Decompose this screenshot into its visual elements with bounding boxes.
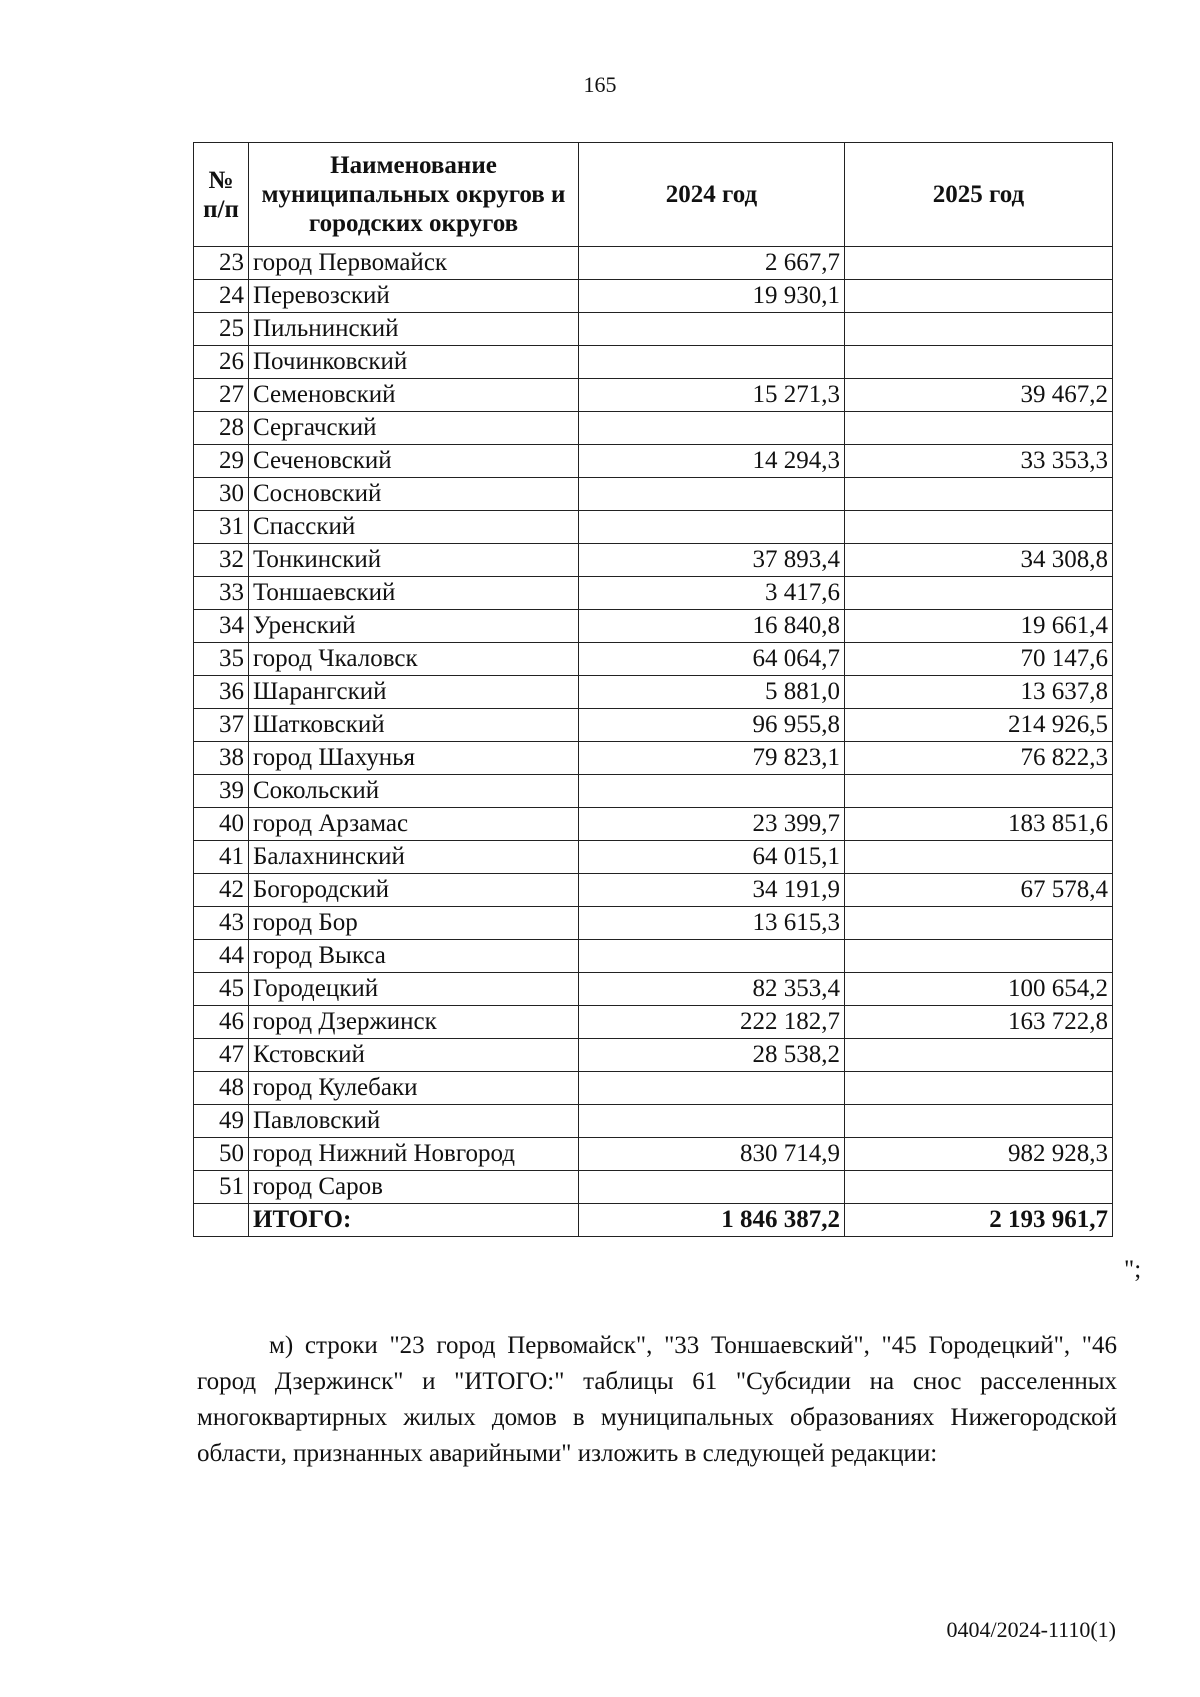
row-num-cell: 34	[194, 610, 249, 643]
row-name-cell: Перевозский	[249, 280, 579, 313]
row-2025-cell: 34 308,8	[845, 544, 1113, 577]
table-row	[194, 247, 1113, 280]
row-2025-cell: 70 147,6	[845, 643, 1113, 676]
row-2024-cell: 64 015,1	[579, 841, 845, 874]
row-num-cell: 51	[194, 1171, 249, 1204]
row-2024-cell: 830 714,9	[579, 1138, 845, 1171]
row-2024-cell: 37 893,4	[579, 544, 845, 577]
row-name-cell: город Шахунья	[249, 742, 579, 775]
row-2024-cell: 3 417,6	[579, 577, 845, 610]
row-num-cell: 49	[194, 1105, 249, 1138]
table-row	[194, 808, 1113, 841]
row-num-cell: 45	[194, 973, 249, 1006]
row-2025-cell	[845, 841, 1113, 874]
row-2025-cell: 183 851,6	[845, 808, 1113, 841]
table-row	[194, 940, 1113, 973]
row-name-cell: город Арзамас	[249, 808, 579, 841]
row-name-cell: Семеновский	[249, 379, 579, 412]
total-2024: 1 846 387,2	[579, 1204, 845, 1237]
row-2024-cell: 64 064,7	[579, 643, 845, 676]
row-num-cell: 48	[194, 1072, 249, 1105]
row-2024-cell: 222 182,7	[579, 1006, 845, 1039]
row-2025-cell	[845, 907, 1113, 940]
row-2025-cell	[845, 280, 1113, 313]
row-2024-cell: 82 353,4	[579, 973, 845, 1006]
row-2024-cell	[579, 775, 845, 808]
row-num-cell: 50	[194, 1138, 249, 1171]
row-2024-cell: 28 538,2	[579, 1039, 845, 1072]
row-2025-cell: 33 353,3	[845, 445, 1113, 478]
row-2025-cell	[845, 346, 1113, 379]
row-name-cell: Уренский	[249, 610, 579, 643]
row-2024-cell	[579, 940, 845, 973]
row-name-cell: Балахнинский	[249, 841, 579, 874]
header-name: Наименование муниципальных округов и городских округов	[249, 143, 579, 247]
table-row	[194, 1072, 1113, 1105]
row-name-cell: город Выкса	[249, 940, 579, 973]
row-num-cell: 23	[194, 247, 249, 280]
row-2025-cell: 39 467,2	[845, 379, 1113, 412]
row-name-cell: Сосновский	[249, 478, 579, 511]
row-2025-cell	[845, 577, 1113, 610]
total-2025: 2 193 961,7	[845, 1204, 1113, 1237]
row-num-cell: 35	[194, 643, 249, 676]
table-row	[194, 1138, 1113, 1171]
row-2024-cell	[579, 313, 845, 346]
table-row	[194, 874, 1113, 907]
row-num-cell: 30	[194, 478, 249, 511]
table-row	[194, 643, 1113, 676]
subsidy-table	[193, 142, 1113, 1237]
table-header-row	[194, 143, 1113, 247]
row-2024-cell: 2 667,7	[579, 247, 845, 280]
table-row	[194, 973, 1113, 1006]
row-num-cell: 40	[194, 808, 249, 841]
row-name-cell: город Кулебаки	[249, 1072, 579, 1105]
table-row	[194, 346, 1113, 379]
row-name-cell: город Бор	[249, 907, 579, 940]
row-2024-cell: 13 615,3	[579, 907, 845, 940]
row-2024-cell: 5 881,0	[579, 676, 845, 709]
row-num-cell: 28	[194, 412, 249, 445]
table-row	[194, 1105, 1113, 1138]
row-2024-cell: 15 271,3	[579, 379, 845, 412]
row-num-cell: 24	[194, 280, 249, 313]
row-num-cell: 37	[194, 709, 249, 742]
row-2025-cell: 13 637,8	[845, 676, 1113, 709]
row-2024-cell: 96 955,8	[579, 709, 845, 742]
row-2025-cell	[845, 1171, 1113, 1204]
row-2025-cell	[845, 1039, 1113, 1072]
row-num-cell: 44	[194, 940, 249, 973]
row-2025-cell	[845, 1105, 1113, 1138]
row-name-cell: Сокольский	[249, 775, 579, 808]
row-2024-cell: 79 823,1	[579, 742, 845, 775]
row-name-cell: Спасский	[249, 511, 579, 544]
row-num-cell: 41	[194, 841, 249, 874]
row-name-cell: город Дзержинск	[249, 1006, 579, 1039]
table-row	[194, 313, 1113, 346]
table-row	[194, 1006, 1113, 1039]
amendment-paragraph	[197, 1328, 1117, 1472]
table-row	[194, 841, 1113, 874]
row-num-cell: 31	[194, 511, 249, 544]
row-2025-cell: 214 926,5	[845, 709, 1113, 742]
table-row	[194, 445, 1113, 478]
row-name-cell: город Саров	[249, 1171, 579, 1204]
row-name-cell: Тонкинский	[249, 544, 579, 577]
row-num-cell: 43	[194, 907, 249, 940]
table-row	[194, 577, 1113, 610]
row-2025-cell	[845, 478, 1113, 511]
row-2025-cell	[845, 511, 1113, 544]
table-row	[194, 544, 1113, 577]
row-2024-cell	[579, 1105, 845, 1138]
row-2024-cell: 14 294,3	[579, 445, 845, 478]
row-2025-cell: 67 578,4	[845, 874, 1113, 907]
row-name-cell: Богородский	[249, 874, 579, 907]
row-name-cell: город Чкаловск	[249, 643, 579, 676]
row-name-cell: Шатковский	[249, 709, 579, 742]
total-num-cell	[194, 1204, 249, 1237]
row-name-cell: Павловский	[249, 1105, 579, 1138]
row-2024-cell	[579, 478, 845, 511]
row-num-cell: 27	[194, 379, 249, 412]
row-num-cell: 32	[194, 544, 249, 577]
row-num-cell: 29	[194, 445, 249, 478]
table-body	[194, 247, 1113, 1204]
row-2025-cell: 19 661,4	[845, 610, 1113, 643]
row-2024-cell	[579, 1171, 845, 1204]
table-row	[194, 1039, 1113, 1072]
row-2024-cell	[579, 346, 845, 379]
document-code: 0404/2024-1110(1)	[946, 1617, 1116, 1642]
table-row	[194, 907, 1113, 940]
row-num-cell: 39	[194, 775, 249, 808]
header-2024: 2024 год	[579, 143, 845, 247]
table-row	[194, 610, 1113, 643]
row-num-cell: 46	[194, 1006, 249, 1039]
row-name-cell: Городецкий	[249, 973, 579, 1006]
table-row	[194, 379, 1113, 412]
row-num-cell: 26	[194, 346, 249, 379]
row-2025-cell	[845, 412, 1113, 445]
table-row	[194, 511, 1113, 544]
row-name-cell: Шарангский	[249, 676, 579, 709]
table-row	[194, 775, 1113, 808]
row-name-cell: город Первомайск	[249, 247, 579, 280]
table-row	[194, 709, 1113, 742]
table-row	[194, 676, 1113, 709]
closing-quote-mark: ";	[1124, 1256, 1142, 1283]
row-2024-cell: 19 930,1	[579, 280, 845, 313]
page-number: 165	[583, 72, 617, 97]
row-2024-cell: 16 840,8	[579, 610, 845, 643]
row-2024-cell	[579, 1072, 845, 1105]
row-2024-cell: 23 399,7	[579, 808, 845, 841]
table-row	[194, 412, 1113, 445]
row-name-cell: Починковский	[249, 346, 579, 379]
row-name-cell: город Нижний Новгород	[249, 1138, 579, 1171]
table-row	[194, 478, 1113, 511]
row-name-cell: Тоншаевский	[249, 577, 579, 610]
row-2024-cell	[579, 511, 845, 544]
table-row	[194, 280, 1113, 313]
row-2024-cell	[579, 412, 845, 445]
row-num-cell: 25	[194, 313, 249, 346]
row-2025-cell	[845, 940, 1113, 973]
row-2025-cell: 76 822,3	[845, 742, 1113, 775]
row-2025-cell: 100 654,2	[845, 973, 1113, 1006]
row-num-cell: 36	[194, 676, 249, 709]
row-num-cell: 47	[194, 1039, 249, 1072]
header-num: № п/п	[194, 143, 249, 247]
table-row	[194, 1171, 1113, 1204]
header-2025: 2025 год	[845, 143, 1113, 247]
total-label: ИТОГО:	[249, 1204, 579, 1237]
total-row	[194, 1204, 1113, 1237]
row-2025-cell	[845, 1072, 1113, 1105]
row-name-cell: Сергачский	[249, 412, 579, 445]
row-num-cell: 33	[194, 577, 249, 610]
row-2025-cell	[845, 313, 1113, 346]
row-2025-cell: 982 928,3	[845, 1138, 1113, 1171]
row-num-cell: 38	[194, 742, 249, 775]
row-num-cell: 42	[194, 874, 249, 907]
table-row	[194, 742, 1113, 775]
row-name-cell: Кстовский	[249, 1039, 579, 1072]
row-2024-cell: 34 191,9	[579, 874, 845, 907]
row-name-cell: Пильнинский	[249, 313, 579, 346]
paragraph-text: м) строки "23 город Первомайск", "33 Тоншаевский", "45 Городецкий", "46 город Дзержинск" и "ИТОГО:" таблицы 61 "Субсидии на снос расселенных многоквартирных жилых домов в муниципальных образованиях Нижегородской области, признанных аварийными" изложить в следующей редакции:	[197, 1332, 1117, 1467]
row-2025-cell	[845, 247, 1113, 280]
row-name-cell: Сеченовский	[249, 445, 579, 478]
row-2025-cell: 163 722,8	[845, 1006, 1113, 1039]
row-2025-cell	[845, 775, 1113, 808]
